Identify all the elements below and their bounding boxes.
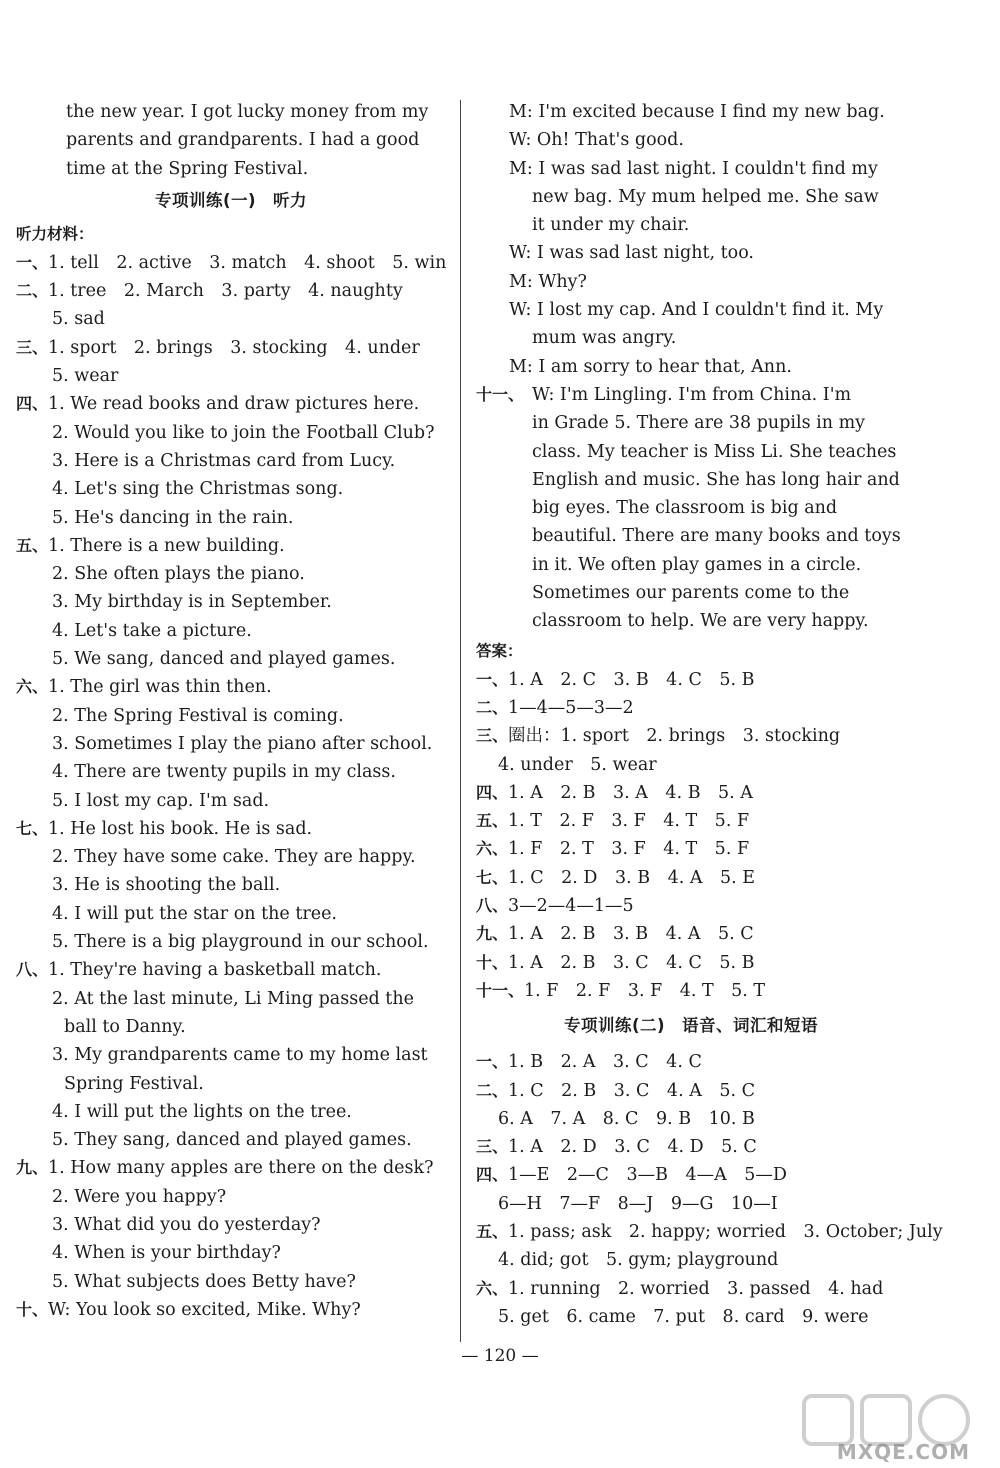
passage-line: beautiful. There are many books and toys	[532, 526, 901, 547]
dialogue-line: W: I lost my cap. And I couldn't find it. My	[509, 300, 884, 321]
item-text: 1. There is a new building.	[48, 535, 285, 556]
item-text: 圈出：1. sport 2. brings 3. stocking	[508, 726, 841, 747]
listening-item	[16, 758, 446, 786]
item-text: 1. C 2. D 3. B 4. A 5. E	[508, 867, 756, 888]
listening-item	[16, 702, 446, 730]
answer-line	[476, 920, 906, 948]
item-text: 5. They sang, danced and played games.	[52, 1130, 412, 1151]
item-text: 5. get 6. came 7. put 8. card 9. were	[498, 1306, 869, 1327]
item-number: 七、	[16, 818, 49, 838]
answer-line	[476, 751, 906, 779]
listening-item	[16, 1041, 446, 1069]
item-text: 1. A 2. C 3. B 4. C 5. B	[508, 669, 755, 690]
answers-list-2	[476, 1048, 943, 1331]
item-text: 5. sad	[52, 309, 105, 330]
listening-item	[16, 900, 446, 928]
passage-line: Sometimes our parents come to the	[532, 583, 850, 604]
item-text: 1. He lost his book. He is sad.	[48, 818, 313, 839]
answer-line	[476, 1161, 906, 1189]
watermark-site: MXQE.COM	[836, 1440, 970, 1464]
item-text: 3—2—4—1—5	[508, 896, 634, 917]
item-text: 5. We sang, danced and played games.	[52, 649, 396, 670]
item-text: ball to Danny.	[64, 1016, 186, 1037]
answer-line	[476, 666, 906, 694]
item-text: Spring Festival.	[64, 1073, 204, 1094]
item-text: 4. When is your birthday?	[52, 1243, 281, 1264]
listening-item	[16, 1013, 446, 1041]
answer-line	[476, 1077, 906, 1105]
item-text: 3. Sometimes I play the piano after school.	[52, 733, 433, 754]
answer-line	[476, 835, 906, 863]
item-text: 1. We read books and draw pictures here.	[48, 394, 420, 415]
item-eleven-passage	[476, 381, 906, 636]
listening-item	[16, 560, 446, 588]
item-text: 4. I will put the lights on the tree.	[52, 1101, 352, 1122]
item-number: 六、	[16, 677, 49, 697]
item-number: 五、	[16, 535, 49, 555]
item-text: 1. The girl was thin then.	[48, 677, 272, 698]
item-text: 1. T 2. F 3. F 4. T 5. F	[508, 811, 750, 832]
item-text: 3. My birthday is in September.	[52, 592, 332, 613]
listening-material-list	[16, 249, 446, 1324]
listening-item	[16, 1098, 446, 1126]
listening-item	[16, 588, 446, 616]
item-text: 5. He's dancing in the rain.	[52, 507, 294, 528]
passage-line: classroom to help. We are very happy.	[532, 611, 869, 632]
item-number: 七、	[476, 867, 509, 887]
page-number: — 120 —	[461, 1346, 539, 1366]
item-number: 五、	[476, 1221, 509, 1241]
left-column	[16, 98, 446, 1324]
answer-line	[476, 1275, 906, 1303]
item-text: 2. At the last minute, Li Ming passed the	[52, 988, 414, 1009]
dialogue-line: M: I'm excited because I find my new bag.	[509, 102, 885, 122]
listening-item	[16, 362, 446, 390]
listening-item	[16, 815, 446, 843]
item-text: 5. I lost my cap. I'm sad.	[52, 790, 270, 811]
item-text: 1. They're having a basketball match.	[48, 960, 382, 981]
listening-material-label: 听力材料：	[16, 224, 94, 243]
listening-item	[16, 532, 446, 560]
listening-item	[16, 871, 446, 899]
item-number: 二、	[476, 1080, 509, 1100]
item-number: 一、	[476, 669, 509, 689]
answer-line	[476, 722, 906, 750]
listening-item	[16, 390, 446, 418]
listening-item	[16, 985, 446, 1013]
item-text: 1. sport 2. brings 3. stocking 4. under	[48, 337, 420, 358]
item-text: 4. Let's sing the Christmas song.	[52, 479, 344, 500]
item-text: 5. wear	[52, 366, 119, 387]
listening-item	[16, 1070, 446, 1098]
listening-item	[16, 730, 446, 758]
section-title-vocabulary: 专项训练(二) 语音、词汇和短语	[563, 1016, 819, 1036]
listening-item	[16, 956, 446, 984]
passage-line	[476, 381, 906, 409]
item-number: 四、	[476, 782, 509, 802]
answer-line	[476, 807, 906, 835]
answer-line	[476, 694, 906, 722]
listening-item	[16, 249, 446, 277]
item-text: 1. A 2. B 3. C 4. C 5. B	[508, 952, 755, 973]
item-text: 1. running 2. worried 3. passed 4. had	[508, 1278, 884, 1299]
item-text: 1. A 2. D 3. C 4. D 5. C	[508, 1137, 757, 1158]
listening-item	[16, 419, 446, 447]
item-number: 六、	[476, 1278, 509, 1298]
answer-line	[476, 1105, 906, 1133]
listening-item	[16, 1268, 446, 1296]
dialogue-line: W: I was sad last night, too.	[509, 243, 754, 264]
item-number: 十一、	[476, 980, 525, 1000]
item-text: 4. did; got 5. gym; playground	[498, 1250, 779, 1271]
dialogue-line: M: I was sad last night. I couldn't find my	[509, 158, 878, 179]
item-text: 3. Here is a Christmas card from Lucy.	[52, 450, 396, 471]
answer-line	[476, 949, 906, 977]
answer-line	[476, 1218, 943, 1246]
dialogue-line: M: I am sorry to hear that, Ann.	[509, 356, 792, 377]
item-number: 八、	[16, 960, 49, 980]
item-number: 二、	[476, 697, 509, 717]
listening-item	[16, 305, 446, 333]
dialogue-line: M: Why?	[509, 271, 587, 292]
item-number: 三、	[476, 1137, 509, 1157]
dialogue-line: it under my chair.	[532, 215, 690, 236]
item-number: 十、	[476, 952, 509, 972]
answer-line	[476, 1133, 906, 1161]
item-text: 3. My grandparents came to my home last	[52, 1045, 428, 1066]
answers-label: 答案：	[476, 641, 523, 660]
item-number: 四、	[16, 394, 49, 414]
paragraph-line: time at the Spring Festival.	[66, 158, 309, 179]
listening-item	[16, 1211, 446, 1239]
item-number: 十、	[16, 1299, 49, 1319]
item-text: 2. Would you like to join the Football Club?	[52, 422, 435, 443]
item-text: 2. She often plays the piano.	[52, 564, 305, 585]
listening-item	[16, 1154, 446, 1182]
passage-line: in it. We often play games in a circle.	[532, 554, 862, 575]
item-text: 1. tell 2. active 3. match 4. shoot 5. win	[48, 252, 447, 273]
item-text: 4. There are twenty pupils in my class.	[52, 762, 396, 783]
item-text: 2. They have some cake. They are happy.	[52, 847, 416, 868]
item-text: W: I'm Lingling. I'm from China. I'm	[532, 384, 852, 405]
listening-item	[16, 277, 446, 305]
item-text: 3. He is shooting the ball.	[52, 875, 281, 896]
listening-item	[16, 1183, 446, 1211]
item-number: 九、	[16, 1158, 49, 1178]
listening-item	[16, 1126, 446, 1154]
item-number: 一、	[16, 252, 49, 272]
item-text: 5. There is a big playground in our school.	[52, 932, 429, 953]
item-text: 1. A 2. B 3. A 4. B 5. A	[508, 782, 753, 803]
passage-line: in Grade 5. There are 38 pupils in my	[532, 413, 866, 434]
item-text: 1—4—5—3—2	[508, 697, 634, 718]
listening-item	[16, 1239, 446, 1267]
item-text: 1—E 2—C 3—B 4—A 5—D	[508, 1165, 787, 1186]
item-text: 1. tree 2. March 3. party 4. naughty	[48, 281, 403, 302]
item-text: 2. Were you happy?	[52, 1186, 227, 1207]
item-text: 1. How many apples are there on the desk?	[48, 1158, 434, 1179]
item-text: W: You look so excited, Mike. Why?	[48, 1299, 361, 1320]
item-number: 六、	[476, 839, 509, 859]
listening-item	[16, 928, 446, 956]
item-text: 5. What subjects does Betty have?	[52, 1271, 356, 1292]
item-number: 九、	[476, 924, 509, 944]
listening-item	[16, 617, 446, 645]
passage-line: big eyes. The classroom is big and	[532, 498, 838, 519]
answer-line	[476, 892, 906, 920]
answer-line	[476, 1048, 906, 1076]
listening-item	[16, 475, 446, 503]
intro-paragraph	[16, 98, 446, 183]
listening-item	[16, 787, 446, 815]
listening-item	[16, 504, 446, 532]
item-number: 十一、	[476, 384, 525, 404]
item-text: 2. The Spring Festival is coming.	[52, 705, 344, 726]
listening-item	[16, 1296, 446, 1324]
item-text: 1. pass; ask 2. happy; worried 3. October; July	[508, 1221, 943, 1242]
answer-line	[476, 977, 906, 1005]
passage-line: class. My teacher is Miss Li. She teaches	[532, 441, 897, 462]
answer-line	[476, 864, 906, 892]
answer-line	[476, 1303, 906, 1331]
item-number: 一、	[476, 1052, 509, 1072]
item-text: 4. I will put the star on the tree.	[52, 903, 337, 924]
item-text: 1. F 2. F 3. F 4. T 5. T	[524, 980, 766, 1001]
dialogue-line: W: Oh! That's good.	[509, 130, 684, 151]
answers-list	[476, 666, 906, 1006]
dialogue-line: new bag. My mum helped me. She saw	[532, 186, 879, 207]
item-number: 二、	[16, 281, 49, 301]
item-text: 6. A 7. A 8. C 9. B 10. B	[498, 1108, 755, 1129]
listening-item	[16, 673, 446, 701]
item-text: 6—H 7—F 8—J 9—G 10—I	[498, 1193, 778, 1214]
item-text: 1. C 2. B 3. C 4. A 5. C	[508, 1080, 755, 1101]
item-text: 3. What did you do yesterday?	[52, 1214, 321, 1235]
paragraph-line: the new year. I got lucky money from my	[66, 102, 429, 122]
listening-item	[16, 645, 446, 673]
listening-item	[16, 334, 446, 362]
listening-item	[16, 843, 446, 871]
item-number: 三、	[16, 337, 49, 357]
column-divider	[460, 100, 461, 1342]
right-column	[476, 98, 943, 1331]
item-text: 1. A 2. B 3. B 4. A 5. C	[508, 924, 754, 945]
item-number: 四、	[476, 1165, 509, 1185]
listening-item	[16, 447, 446, 475]
item-number: 三、	[476, 726, 509, 746]
dialogue-line: mum was angry.	[532, 328, 677, 349]
answer-line	[476, 1190, 906, 1218]
item-text: 4. Let's take a picture.	[52, 620, 252, 641]
section-title-listening: 专项训练(一) 听力	[154, 190, 308, 210]
item-text: 1. B 2. A 3. C 4. C	[508, 1052, 702, 1073]
answer-line	[476, 779, 906, 807]
dialogue-lines	[476, 98, 906, 381]
item-number: 五、	[476, 811, 509, 831]
passage-line: English and music. She has long hair and	[532, 469, 900, 490]
item-number: 八、	[476, 896, 509, 916]
paragraph-line: parents and grandparents. I had a good	[66, 130, 420, 151]
item-text: 4. under 5. wear	[498, 754, 657, 775]
answer-line	[476, 1246, 906, 1274]
item-text: 1. F 2. T 3. F 4. T 5. F	[508, 839, 750, 860]
